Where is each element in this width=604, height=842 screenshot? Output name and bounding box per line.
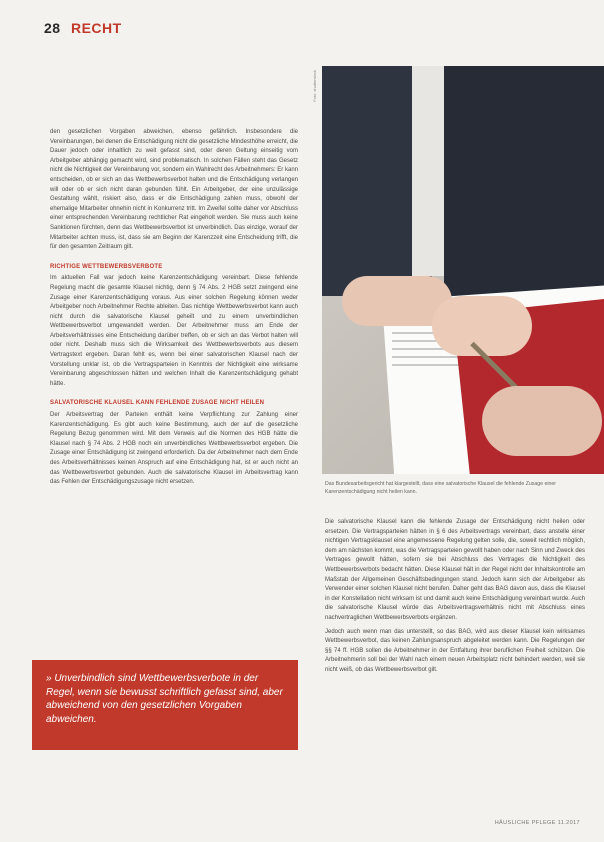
section-title: RECHT	[70, 20, 122, 36]
pull-quote-text: » Unverbindlich sind Wettbewerbsverbote in der Regel, wenn sie bewusst schriftlich gefasst sind, aber abweichend von den gesetzlichen Vorgaben abweichen.	[46, 673, 283, 725]
paragraph: Die salvatorische Klausel kann die fehlende Zusage der Entschädigung nicht heilen oder ersetzen. Die Vertragsparteien hätten in § 6 des Arbeitsvertrags vereinbart, dass anstelle einer nichtigen Vertragsklausel eine angemessene Regelung gelten solle, die, soweit rechtlich möglich, dem am nächsten kommt, was die Vertragsparteien gewollt haben oder nach Sinn und Zweck des Vertrages gewollt hätten, sofern sie bei Abschluss des Vertrages die Nichtigkeit des Wettbewerbsverbots bedacht hätten. Diese Klausel hält in der Regel nicht der Inhaltskontrolle am Maßstab der Allgemeinen Geschäftsbedingungen stand. Jedoch kann sich der Arbeitgeber als Verwender einer solchen Klausel nicht berufen. Daher geht das BAG davon aus, dass die Klausel in der Konstellation nicht wirksam ist und damit auch keine Entschädigung vereinbart wurde. Auch die salvatorische Klausel würde das Arbeitsvertragsverhältnis nicht mit Abschluss eines nachvertraglichen Wettbewerbsverbots ergänzen.	[325, 519, 585, 621]
photo-credit: Foto: shutterstock	[312, 70, 317, 102]
page-number: 28	[44, 20, 61, 36]
paragraph: Im aktuellen Fall war jedoch keine Karenzentschädigung vereinbart. Diese fehlende Regelung macht die gesamte Klausel nichtig, denn § 74 Abs. 2 HGB setzt zwingend eine Zusage einer Karenzentschädigung voraus. Aus einer solchen Regelung können weder Arbeitgeber noch Arbeitnehmer Rechte ableiten. Das nichtige Wettbewerbsverbot kann auch nicht durch die salvatorische Klausel geheilt und zu einem unverbindlichen Wettbewerbsverbot umgewandelt werden. Der Arbeitnehmer muss am Ende der Arbeitsverhältnisses eine Entscheidung darüber treffen, ob er sich an das Verbot halten will oder nicht. Deshalb muss sich die Wirksamkeit des Wettbewerbsverbots aus diesem Vertragstext ergeben. Daran fehlt es, wenn bei einer salvatorischen Klausel nach der Vorstellung unklar ist, ob die Vertragsparteien in Kenntnis der Nichtigkeit eine wirksame Vereinbarung abgeschlossen hätten und welchen Inhalt die Karenzentschädigung gehabt hätte.	[50, 275, 298, 387]
subheading: RICHTIGE WETTBEWERBSVERBOTE	[50, 263, 163, 270]
page-footer: HÄUSLICHE PFLEGE 11.2017	[494, 820, 580, 826]
article-column-right	[325, 518, 585, 680]
subheading: SALVATORISCHE KLAUSEL KANN FEHLENDE ZUSAGE NICHT HEILEN	[50, 400, 265, 407]
paragraph: den gesetzlichen Vorgaben abweichen, ebenso gefährlich. Insbesondere die Vereinbarungen, bei denen die Entschädigung nicht die gesetzliche Mindesthöhe erreicht, die Dauer jedoch oder inhaltlich zu weit gefasst sind, oder deren Geltung einseitig vom Arbeitgeber abhängig gemacht wird, sind problematisch. In solchen Fällen steht das Gesetz nicht die Nichtigkeit der Vereinbarung vor, sondern ein Wahlrecht des Arbeitnehmers: Er kann entscheiden, ob er sich an das Wettbewerbsverbot halten und die Entschädigung verlangen will oder ob er sich nicht daran gebunden fühlt. Ein Arbeitgeber, der eine unzulässige Gestaltung wählt, riskiert also, dass er die Entschädigung zahlen muss, obwohl der ehemalige Mitarbeiter ohnehin nicht in Konkurrenz tritt. Im Zweifel sollte daher vor Abschluss einer entsprechenden Vereinbarung rechtlicher Rat eingeholt werden. Sie muss auch keine Sanktionen fürchten, denn das Wettbewerbsverbot ist unverbindlich. Das einzige, worauf der Mitarbeiter achten muss, ist, dass sie am Beginn der Karenzzeit eine Entscheidung trifft, die für den gesamten Zeitraum gilt.	[50, 129, 298, 251]
article-column-left	[50, 128, 298, 492]
paragraph: Der Arbeitsvertrag der Parteien enthält keine Verpflichtung zur Zahlung einer Karenzentschädigung. Es gibt auch keine Bestimmung, auch der auf die gesetzliche Regelung Bezug genommen wird. Mit dem Verweis auf die Normen des HGB hätte die Klausel nach § 74 Abs. 2 HGB noch ein unverbindliches Wettbewerbsverbot ergeben. Die Zusage einer Entschädigung ist zwingend erforderlich. Da der Arbeitnehmer nach dem Ende des Arbeitsverhältnisses keinen Anspruch auf eine Entschädigung hat, ist er auch nicht an das Wettbewerbsverbot gebunden. Auch die salvatorische Klausel im Arbeitsvertrag kann das Fehlen der Entschädigungszusage nicht ersetzen.	[50, 412, 298, 486]
page-header	[44, 20, 122, 36]
paragraph: Jedoch auch wenn man das unterstellt, so das BAG, wird aus dieser Klausel kein wirksames Wettbewerbsverbot, das keinen Zahlungsanspruch abgeleitet werden kann. Die Regelungen der §§ 74 ff. HGB sollen die Arbeitnehmer in der Entfaltung ihrer beruflichen Freiheit schützen. Die Arbeitnehmerin soll bei der Wahl nach einem neuen Arbeitsplatz nicht behindert werden, weil sie nicht weiß, ob das Wettbewerbsverbot gilt.	[325, 628, 585, 673]
contract-signing-photo	[322, 66, 604, 474]
pull-quote-box	[32, 660, 298, 750]
photo-caption: Das Bundesarbeitsgericht hat klargestellt, dass eine salvatorische Klausel die fehlende Zusage einer Karenzentschädigung nicht heilen kann.	[325, 481, 556, 495]
